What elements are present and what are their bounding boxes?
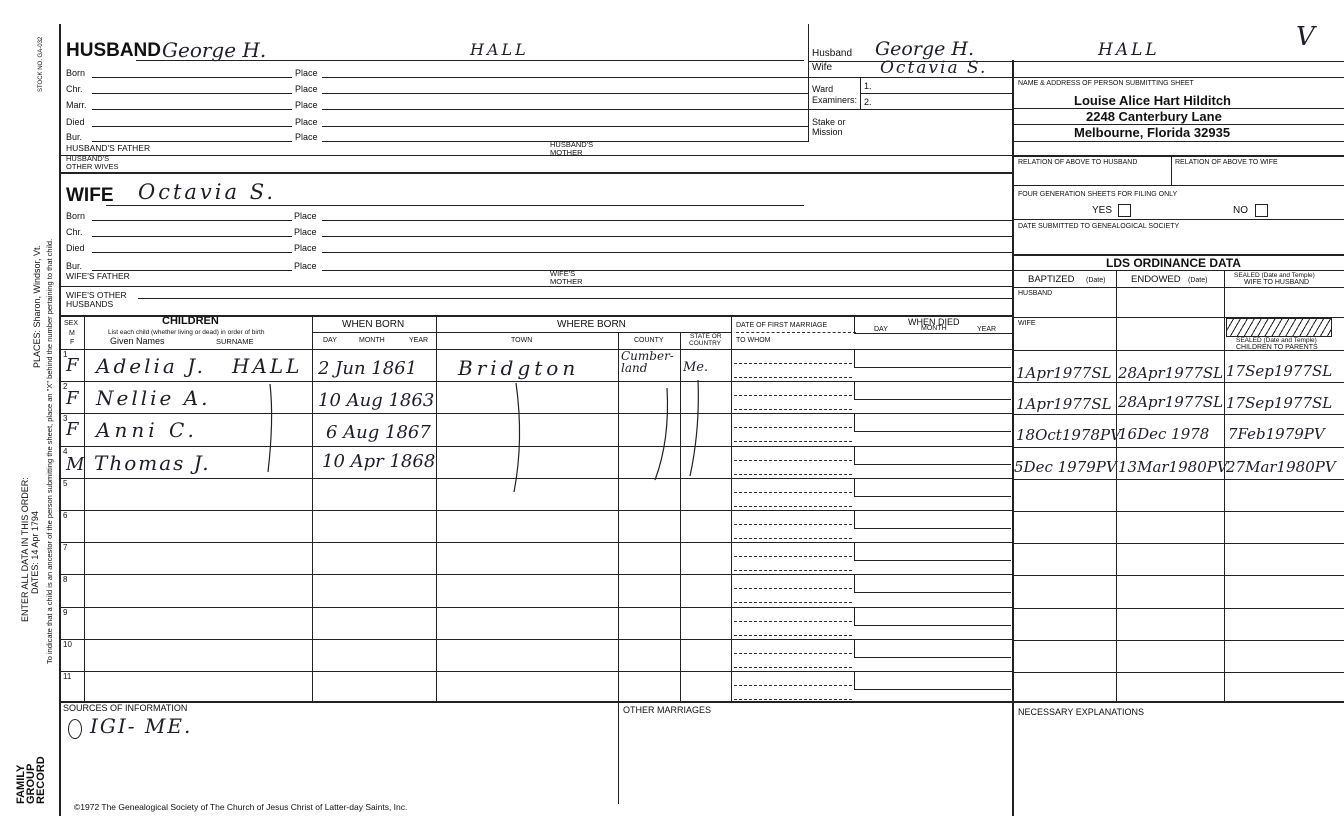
husband-given-name[interactable]: George H. [162, 38, 267, 62]
summary-husband-label: Husband [812, 48, 853, 59]
husband-mother-label-1: HUSBAND'S [550, 140, 594, 149]
wife-mother-label-1: WIFE'S [550, 269, 576, 278]
child-1-sex[interactable]: F [66, 355, 79, 376]
child-4-given[interactable]: Thomas J. [94, 451, 211, 475]
child-2-given[interactable]: Nellie A. [96, 386, 211, 410]
sex-m-header: M [69, 330, 75, 337]
child-row-number: 11 [63, 672, 72, 681]
lds-wife-label: WIFE [1018, 320, 1036, 327]
to-whom-header: TO WHOM [736, 337, 771, 344]
surname-header: SURNAME [216, 337, 254, 346]
lds-row-2-endowed[interactable]: 28Apr1977SL [1118, 393, 1224, 411]
wife-mother-label-2: MOTHER [550, 277, 583, 286]
child-4-born[interactable]: 10 Apr 1868 [322, 451, 436, 472]
places-label: PLACES: Sharon, Windsor, Vt. [32, 244, 42, 368]
summary-husband-given[interactable]: George H. [875, 38, 974, 60]
child-1-given[interactable]: Adelia J. [96, 354, 206, 378]
lds-row-1-sealed[interactable]: 17Sep1977SL [1226, 362, 1333, 380]
relation-to-husband-label: RELATION OF ABOVE TO HUSBAND [1018, 159, 1138, 166]
child-3-born[interactable]: 6 Aug 1867 [326, 422, 431, 443]
sex-header: SEX [64, 320, 79, 327]
child-4-sex[interactable]: M [66, 454, 85, 475]
child-row-number: 1 [63, 350, 68, 359]
born-month-header: MONTH [359, 337, 385, 344]
husband-marr-place-label: Place [295, 100, 318, 110]
wife-died-place-label: Place [294, 243, 317, 253]
husband-other-wives-label-1: HUSBAND'S [66, 154, 110, 163]
examiners-label: Examiners: [812, 95, 858, 105]
sealed-wife-label-1: SEALED (Date and Temple) [1234, 272, 1315, 279]
ward-label: Ward [812, 84, 834, 94]
submitter-city: Melbourne, Florida 32935 [1074, 125, 1231, 140]
sources-value[interactable]: IGI- ME. [90, 714, 193, 738]
husband-born-label: Born [66, 68, 86, 78]
check-mark: V [1296, 22, 1315, 52]
born-year-header: YEAR [409, 337, 429, 344]
county-header: COUNTY [634, 337, 664, 344]
lds-row-3-baptized[interactable]: 18Oct1978PV [1016, 426, 1121, 444]
child-row-number: 3 [63, 414, 68, 423]
husband-other-wives-label-2: OTHER WIVES [66, 162, 119, 171]
husband-born-place-label: Place [295, 68, 318, 78]
lds-row-4-endowed[interactable]: 13Mar1980PV [1118, 458, 1228, 476]
date-submitted-label: DATE SUBMITTED TO GENEALOGICAL SOCIETY [1018, 223, 1180, 230]
when-died-header: WHEN DIED [908, 317, 960, 327]
summary-wife-label: Wife [812, 62, 832, 73]
child-3-given[interactable]: Anni C. [96, 418, 198, 442]
husband-father-label: HUSBAND'S FATHER [66, 143, 151, 153]
child-1-county[interactable]: Cumber-land [621, 349, 674, 375]
died-month-header: MONTH [921, 325, 947, 332]
sealed-children-label-2: CHILDREN TO PARENTS [1236, 344, 1318, 351]
lds-row-1-endowed[interactable]: 28Apr1977SL [1118, 364, 1224, 382]
husband-chr-label: Chr. [66, 84, 83, 94]
mission-label: Mission [812, 127, 843, 137]
husband-mother-label-2: MOTHER [550, 148, 583, 157]
child-row-number: 10 [63, 640, 72, 649]
child-1-state[interactable]: Me. [683, 360, 709, 375]
child-2-sex[interactable]: F [66, 388, 79, 409]
state-header-1: STATE OR [690, 333, 722, 340]
lds-row-4-baptized[interactable]: 5Dec 1979PV [1014, 458, 1117, 476]
examiner-2: 2. [864, 97, 872, 107]
child-row-number: 6 [63, 511, 68, 520]
child-1-born[interactable]: 2 Jun 1861 [318, 358, 418, 379]
lds-row-2-sealed[interactable]: 17Sep1977SL [1226, 394, 1333, 412]
husband-bur-label: Bur. [66, 132, 83, 142]
enter-data-label: ENTER ALL DATA IN THIS ORDER: [20, 477, 30, 622]
no-label: NO [1233, 205, 1248, 216]
wife-born-place-label: Place [294, 211, 317, 221]
children-title: CHILDREN [162, 315, 219, 327]
child-row-number: 4 [63, 447, 68, 456]
husband-surname[interactable]: HALL [470, 40, 529, 59]
dates-label: DATES: 14 Apr 1794 [30, 511, 40, 594]
husband-bur-place-label: Place [295, 132, 318, 142]
baptized-label: BAPTIZED [1028, 274, 1075, 285]
child-row-number: 5 [63, 479, 68, 488]
wife-chr-label: Chr. [66, 227, 83, 237]
relation-to-wife-label: RELATION OF ABOVE TO WIFE [1175, 159, 1278, 166]
wife-chr-place-label: Place [294, 227, 317, 237]
lds-row-1-baptized[interactable]: 1Apr1977SL [1016, 364, 1112, 382]
when-born-header: WHEN BORN [342, 319, 405, 330]
wife-bur-label: Bur. [66, 261, 83, 271]
submitter-name: Louise Alice Hart Hilditch [1074, 93, 1231, 108]
husband-marr-label: Marr. [66, 100, 87, 110]
child-2-born[interactable]: 10 Aug 1863 [318, 390, 435, 411]
stock-number: STOCK NO. GA-032 [38, 36, 44, 92]
examiner-1: 1. [864, 81, 872, 91]
lds-husband-label: HUSBAND [1018, 290, 1053, 297]
wife-given-name[interactable]: Octavia S. [138, 180, 277, 204]
wife-father-label: WIFE'S FATHER [66, 271, 130, 281]
child-row-number: 2 [63, 382, 68, 391]
town-header: TOWN [511, 337, 533, 344]
given-names-header: Given Names [110, 336, 165, 346]
children-instruction: List each child (whether living or dead) in order of birth [108, 329, 265, 336]
child-1-surname[interactable]: HALL [232, 354, 303, 378]
lds-row-3-endowed[interactable]: 16Dec 1978 [1118, 425, 1210, 443]
indicate-ancestor-note: To indicate that a child is an ancestor of the person submitting the sheet, place an "X" behind the number pertaining to that child. [45, 238, 54, 664]
where-born-header: WHERE BORN [557, 319, 626, 330]
died-year-header: YEAR [977, 326, 997, 333]
wife-heading: WIFE [66, 185, 114, 206]
wife-other-husbands-label-1: WIFE'S OTHER [66, 290, 127, 300]
submitter-street: 2248 Canterbury Lane [1086, 109, 1222, 124]
husband-died-label: Died [66, 117, 85, 127]
sex-f-header: F [70, 339, 75, 346]
sources-label: SOURCES OF INFORMATION [63, 703, 188, 713]
child-row-number: 8 [63, 575, 68, 584]
child-1-town[interactable]: Bridgton [458, 356, 580, 380]
died-day-header: DAY [874, 326, 888, 333]
endowed-date-label: (Date) [1188, 277, 1208, 284]
sealed-children-label-1: SEALED (Date and Temple) [1236, 337, 1317, 344]
form-title: FAMILY GROUP RECORD [15, 756, 47, 804]
husband-chr-place-label: Place [295, 84, 318, 94]
summary-husband-surname[interactable]: HALL [1098, 40, 1160, 60]
lds-row-3-sealed[interactable]: 7Feb1979PV [1228, 425, 1325, 443]
child-row-number: 7 [63, 543, 68, 552]
born-day-header: DAY [323, 337, 337, 344]
wife-died-label: Died [66, 243, 85, 253]
summary-wife-given[interactable]: Octavia S. [880, 58, 988, 78]
child-row-number: 9 [63, 608, 68, 617]
submitter-header: NAME & ADDRESS OF PERSON SUBMITTING SHEET [1018, 80, 1194, 87]
lds-title: LDS ORDINANCE DATA [1106, 256, 1241, 270]
sources-circle-mark [68, 719, 82, 739]
necessary-explanations-label: NECESSARY EXPLANATIONS [1018, 707, 1145, 717]
wife-bur-place-label: Place [294, 261, 317, 271]
yes-label: YES [1092, 205, 1113, 216]
baptized-date-label: (Date) [1086, 277, 1106, 284]
stake-label: Stake or [812, 117, 846, 127]
four-generation-label: FOUR GENERATION SHEETS FOR FILING ONLY [1018, 191, 1178, 198]
lds-row-2-baptized[interactable]: 1Apr1977SL [1016, 395, 1112, 413]
other-marriages-label: OTHER MARRIAGES [623, 705, 712, 715]
husband-heading: HUSBAND [66, 40, 161, 61]
state-header-2: COUNTRY [689, 340, 722, 347]
endowed-label: ENDOWED [1131, 274, 1181, 285]
husband-died-place-label: Place [295, 117, 318, 127]
wife-other-husbands-label-2: HUSBANDS [66, 299, 114, 309]
copyright: ©1972 The Genealogical Society of The Church of Jesus Christ of Latter-day Saints, Inc. [74, 802, 408, 812]
lds-row-4-sealed[interactable]: 27Mar1980PV [1226, 458, 1336, 476]
child-3-sex[interactable]: F [66, 419, 79, 440]
first-marriage-header: DATE OF FIRST MARRIAGE [736, 322, 828, 329]
sealed-wife-label-2: WIFE TO HUSBAND [1244, 279, 1310, 286]
wife-born-label: Born [66, 211, 86, 221]
